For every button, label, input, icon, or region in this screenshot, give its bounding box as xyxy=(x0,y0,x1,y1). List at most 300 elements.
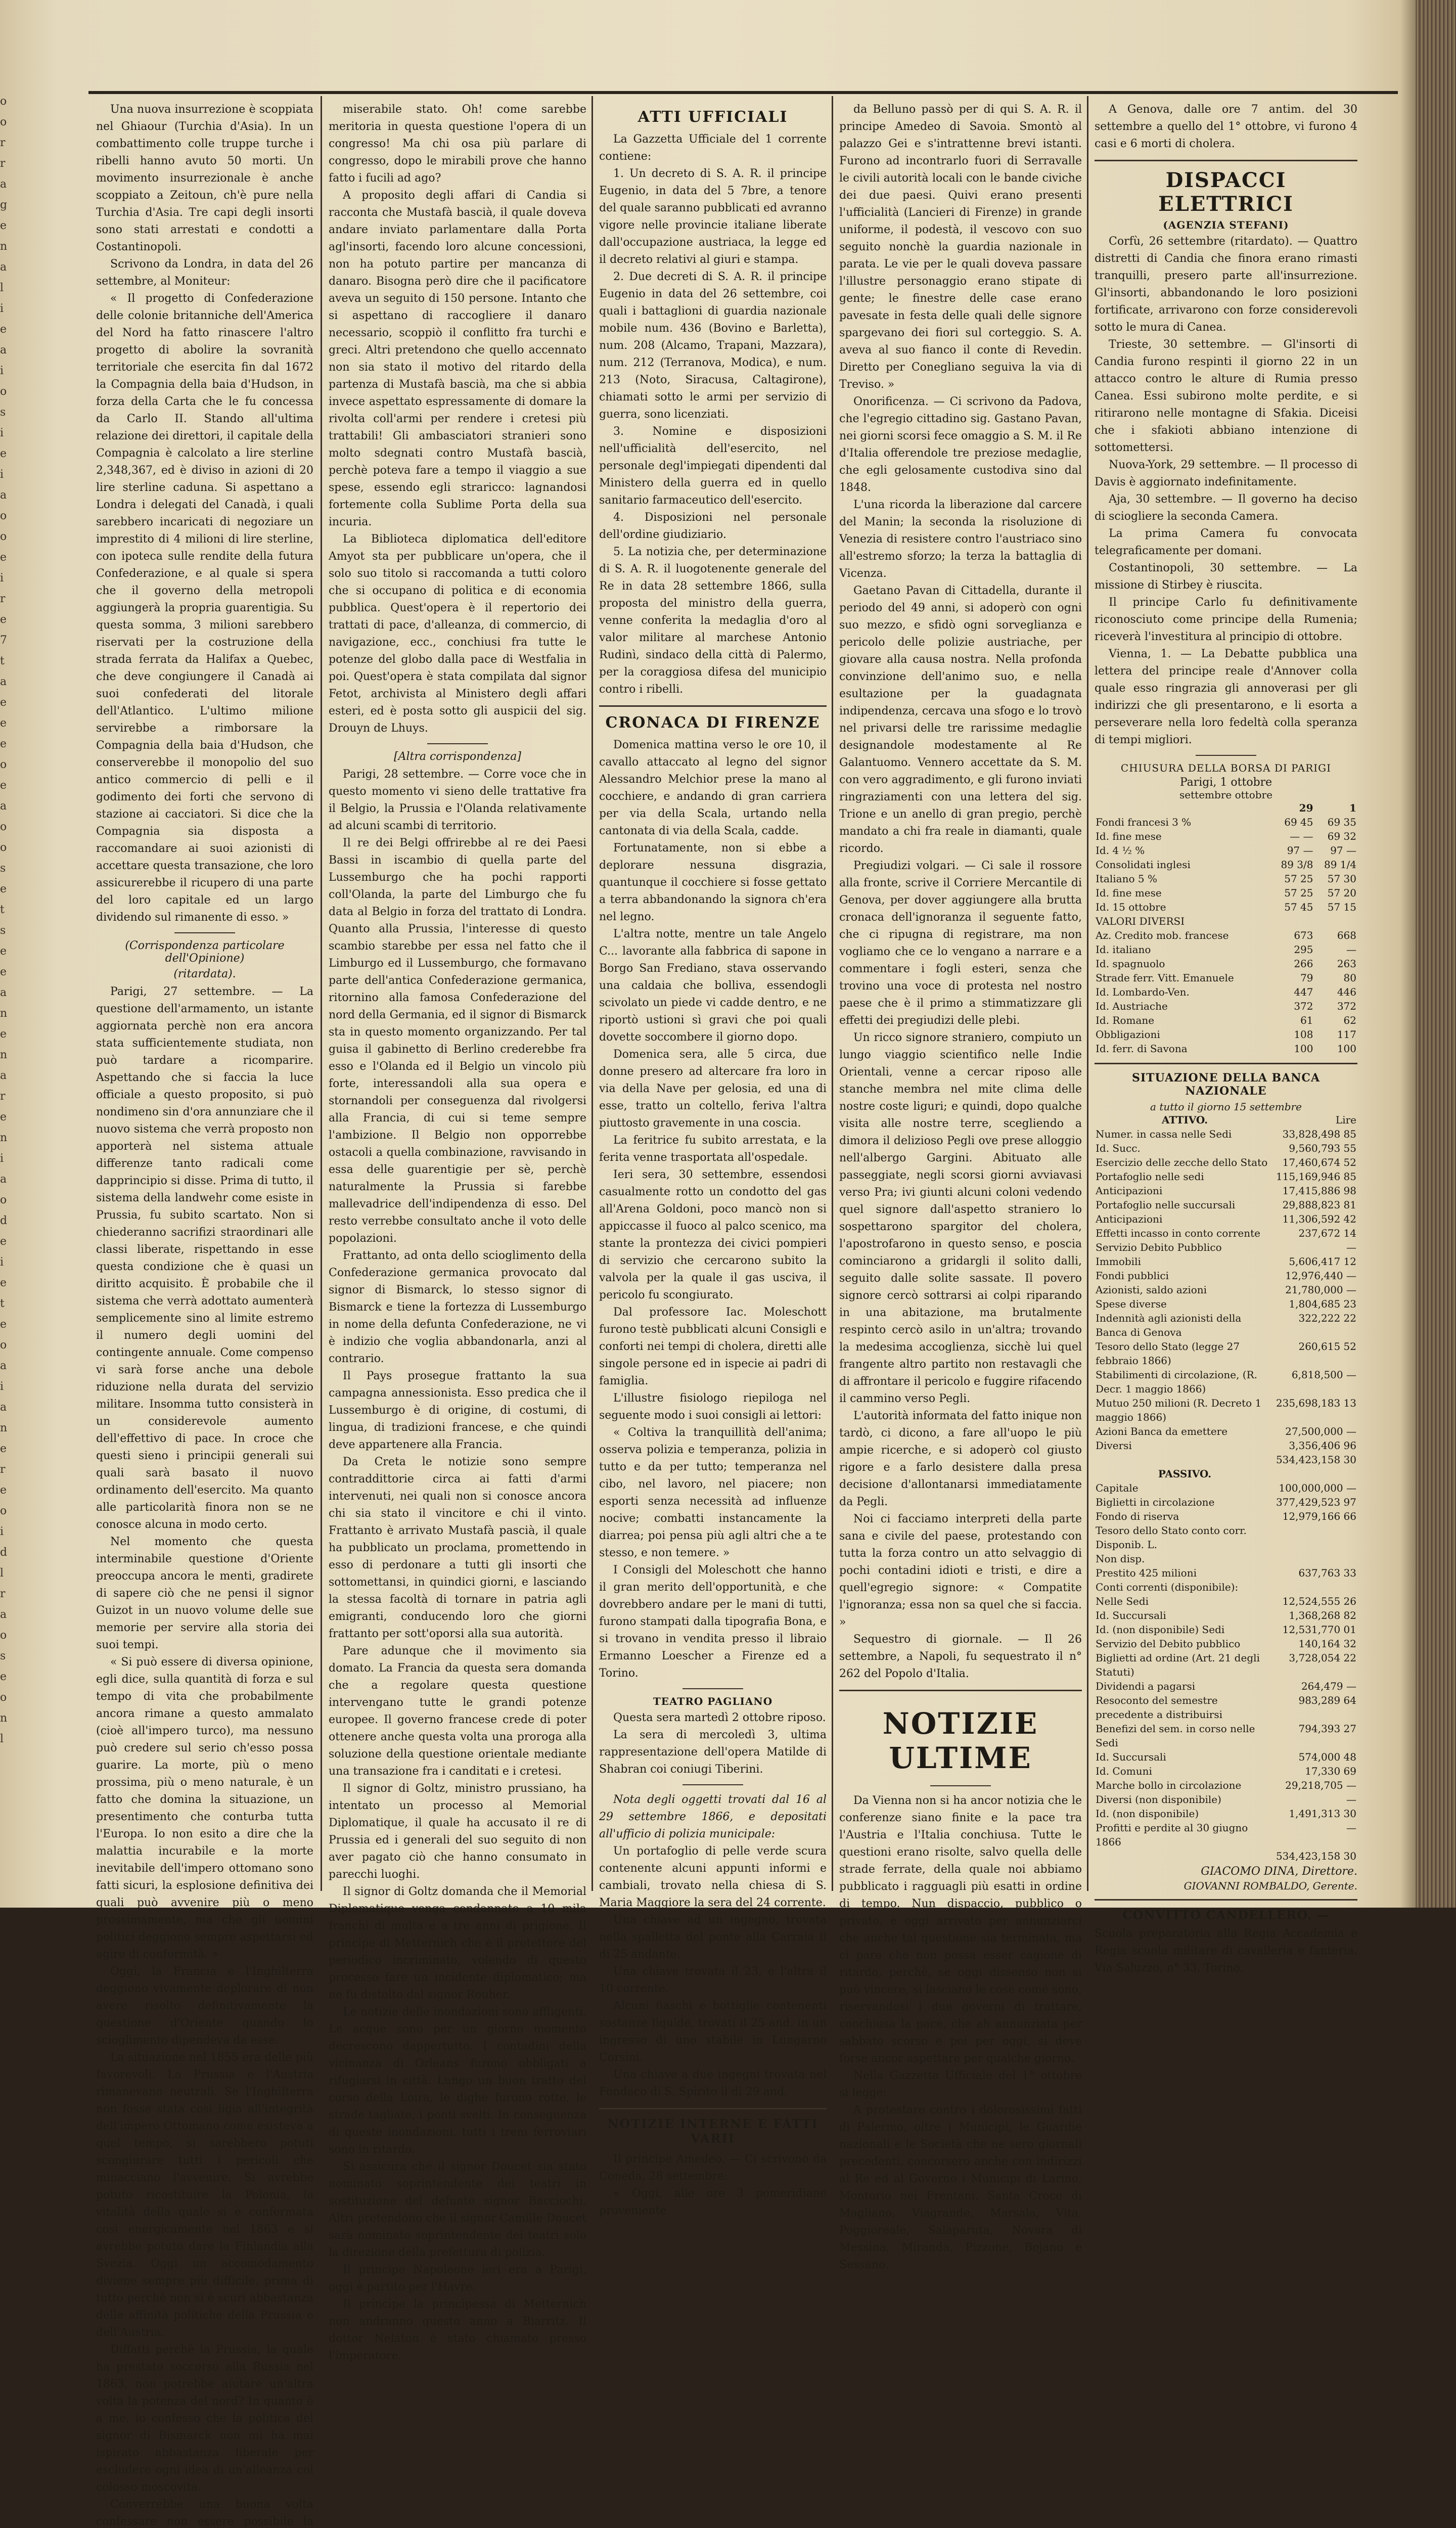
passivo-row xyxy=(1095,1693,1357,1722)
col1-paragraphs-2 xyxy=(96,983,313,2528)
borsa-cell-b: 100 xyxy=(1337,1043,1356,1055)
paragraph: L'autorità informata del fatto inique non tardò, ci dicono, a fare all'uopo le più ampie ricerche, e si adoperò col giusto rigore e a farlo desistere dalla presa decisione d'allontanarsi immediatamente da Pegli. xyxy=(839,1410,1082,1508)
paragraph: Nuova-York, 29 settembre. — Il processo di Davis è aggiornato indefinitamente. xyxy=(1095,459,1357,488)
borsa-cell-b: 372 xyxy=(1337,1000,1356,1012)
margin-letter: a xyxy=(0,1401,7,1414)
column-1 xyxy=(96,101,313,2528)
borsa-cell-a: 79 xyxy=(1300,972,1313,984)
notizie-paragraphs xyxy=(599,2151,827,2220)
borsa-cell-label: Id. italiano xyxy=(1096,943,1151,956)
passivo-label: Disponib. L. xyxy=(1096,1539,1157,1551)
paragraph: Pare adunque che il movimento sia domato. La Francia da questa sera domanda che a regolare questa questione intervengano tutte le grandi potenze europee. Il governo francese crede di poter ottenere anche questa volta una proroga alla soluzione della questione orientale mediante una transazione fra i canditati e i cretesi. xyxy=(329,1645,586,1778)
margin-letter: n xyxy=(0,1712,8,1725)
borsa-cell-label: Id. 4 ½ % xyxy=(1096,844,1145,856)
cronaca-heading: CRONACA DI FIRENZE xyxy=(605,714,821,732)
margin-letter: e xyxy=(0,779,7,792)
passivo-label xyxy=(1095,1849,1275,1863)
margin-letter: t xyxy=(0,1297,5,1310)
borsa-cell-label: Id. Lombardo-Ven. xyxy=(1096,986,1190,998)
borsa-cell-b: 97 — xyxy=(1330,844,1356,856)
passivo-label: Id. (non disponibile) Sedi xyxy=(1096,1623,1225,1636)
margin-letter: l xyxy=(0,1733,4,1745)
paragraph: L'una ricorda la liberazione dal carcere del Manin; la seconda la risoluzione di Venezia di resistere contro l'austriaco sino all'estremo sforzo; la terza la battaglia di Vicenza. xyxy=(839,499,1082,580)
attivo-value: 12,976,440 — xyxy=(1285,1270,1356,1282)
borsa-row xyxy=(1095,843,1357,857)
borsa-cell-a: 108 xyxy=(1294,1028,1313,1041)
paragraph: Pregiudizi volgari. — Ci sale il rossore alla fronte, scrive il Corriere Mercantile di Genova, per dover aggiungere alla brutta cronaca dell'ignoranza il seguente fatto, che ci ripugna di registrare, ma non vogliamo che ce lo vengano a narrare e a commentare i fogli esteri, senza che trovino una voce di protesta nel nostro paese che è il primo a stimmatizzare gli effetti dei pregiudizi delle plebi. xyxy=(839,860,1082,1027)
atti-ufficiali-heading: ATTI UFFICIALI xyxy=(638,108,788,126)
borsa-cell-a: 673 xyxy=(1294,929,1313,941)
passivo-value: 12,979,166 66 xyxy=(1282,1510,1356,1522)
margin-letter: e xyxy=(0,1318,7,1331)
paragraph: Converrebbe una buona volta confessare non essere possibile la xyxy=(96,2498,313,2528)
attivo-row xyxy=(1095,1155,1357,1169)
margin-letter: a xyxy=(0,1173,7,1186)
passivo-row xyxy=(1095,1679,1357,1693)
attivo-value: 115,169,946 85 xyxy=(1276,1170,1356,1183)
attivo-label: Spese diverse xyxy=(1096,1298,1167,1310)
margin-letter: e xyxy=(0,696,7,709)
margin-letter: a xyxy=(0,1608,7,1621)
margin-letter: i xyxy=(0,365,4,377)
paragraph: Nella Gazzetta Ufficiale del 1° ottobre si legge: xyxy=(839,2069,1082,2099)
borsa-col-head: 29 xyxy=(1299,802,1313,814)
paragraph: Costantinopoli, 30 settembre. — La missione di Stirbey è riuscita. xyxy=(1095,562,1357,592)
passivo-row xyxy=(1095,1622,1357,1637)
borsa-cell-label: Id. ferr. di Savona xyxy=(1096,1043,1188,1055)
attivo-label: Servizio Debito Pubblico xyxy=(1096,1241,1222,1253)
column-4 xyxy=(839,101,1082,2271)
passivo-value xyxy=(1275,1552,1357,1566)
passivo-label: Id. Succursali xyxy=(1096,1751,1166,1763)
paragraph: Il principe Amedeo. — Ci scrivono da Coneda, 28 settembre: xyxy=(599,2153,827,2183)
passivo-label: Fondo di riserva xyxy=(1096,1510,1179,1522)
borsa-cell-a: 57 25 xyxy=(1284,887,1313,899)
borsa-row xyxy=(1095,942,1357,957)
paragraph: Noi ci facciamo interpreti della parte sana e civile del paese, protestando con tutta la forza contro un atto selvaggio di pochi contadini idioti e tristi, e dire a quell'egregio signore: « Compatite l'ignoranza; essa non sa quel che si faccia. » xyxy=(839,1513,1082,1629)
margin-letter: e xyxy=(0,738,7,750)
attivo-row xyxy=(1095,1226,1357,1240)
borsa-cell-b: 263 xyxy=(1337,958,1356,970)
borsa-cell-a: 295 xyxy=(1294,943,1313,956)
borsa-row xyxy=(1095,1027,1357,1042)
paragraph: L'illustre fisiologo riepiloga nel seguente modo i suoi consigli ai lettori: xyxy=(599,1392,827,1422)
passivo-row xyxy=(1095,1481,1357,1495)
margin-letter: t xyxy=(0,904,5,916)
paragraph: Una chiave ad un ingegno, trovata nella spalletta del ponte alla Carraia il di 25 andante. xyxy=(599,1914,827,1961)
margin-letter: i xyxy=(0,1525,4,1538)
passivo-value: 794,393 27 xyxy=(1298,1723,1356,1735)
passivo-label: Marche bollo in circolazione xyxy=(1096,1779,1242,1791)
top-rule xyxy=(88,91,1398,94)
margin-letter: e xyxy=(0,966,7,978)
attivo-row xyxy=(1095,1424,1357,1438)
passivo-value: 29,218,705 — xyxy=(1285,1779,1356,1791)
passivo-row xyxy=(1095,1849,1357,1863)
paragraph: L'altra notte, mentre un tale Angelo C... lavorante alla fabbrica di sapone in Borgo San Frediano, stava osservando una caldaia che bolliva, essendogli scivolato un piede vi cadde dentro, e ne riportò ustioni sì gravi che poi quali dovette soccombere il giorno dopo. xyxy=(599,928,827,1044)
passivo-label: Biglietti in circolazione xyxy=(1096,1496,1215,1508)
paragraph: « Coltiva la tranquillità dell'anima; osserva polizia e temperanza, polizia in tutto e da per tutto; temperanza nel cibo, nel lavoro, nel piacere; non esporti senza necessità ad influenze nocive; combatti instancamente la diarrea; poi pensa più agli altri che a te stesso, e non temere. » xyxy=(599,1426,827,1559)
attivo-value: 33,828,498 85 xyxy=(1282,1128,1356,1140)
margin-letter: n xyxy=(0,240,8,253)
borsa-cell-b: 57 30 xyxy=(1327,873,1356,885)
borsa-cell-b: 117 xyxy=(1337,1028,1356,1041)
banca-subheading: a tutto il giorno 15 settembre xyxy=(1150,1101,1302,1113)
paragraph: Parigi, 28 settembre. — Corre voce che in questo momento vi sieno delle trattative fra il Belgio, la Prussia e l'Olanda relativamente ad alcuni scambi di territorio. xyxy=(329,768,586,832)
borsa-cell-a xyxy=(1271,914,1314,928)
borsa-cell-label: Id. Austriache xyxy=(1096,1000,1168,1012)
paragraph: Una chiave a due ingegni trovata nel Fondaco di S. Spirito il di 29 and. xyxy=(599,2068,827,2098)
borsa-cell-a: 100 xyxy=(1294,1043,1313,1055)
borsa-cell-b xyxy=(1314,914,1357,928)
attivo-row xyxy=(1095,1396,1357,1424)
convitto-heading: CONVITTO CANDELLERO. — xyxy=(1122,1908,1330,1922)
attivo-label: ATTIVO. xyxy=(1161,1114,1208,1126)
paragraph: Una nuova insurrezione è scoppiata nel Ghiaour (Turchia d'Asia). In un combattimento colle truppe turche i ribelli hanno avuto 50 morti. Un movimento insurrezionale è anche scoppiato a Zeitoun, ch'è pure nella Turchia d'Asia. Tre capi degli insorti sono stati arrestati e condotti a Costantinopoli. xyxy=(96,103,313,253)
borsa-cell-a: 89 3/8 xyxy=(1281,859,1313,871)
passivo-value: 983,289 64 xyxy=(1298,1694,1356,1706)
borsa-heading: CHIUSURA DELLA BORSA DI PARIGI xyxy=(1120,762,1332,774)
passivo-value: 100,000,000 — xyxy=(1279,1482,1356,1494)
attivo-row xyxy=(1095,1283,1357,1297)
margin-letter: a xyxy=(0,178,7,191)
borsa-cell-label: Id. 15 ottobre xyxy=(1096,901,1166,913)
paragraph: miserabile stato. Oh! come sarebbe meritoria in questa questione l'opera di un congresso! Ma chi osa più parlare di congresso, dopo le mirabili prove che hanno fatto i fucili ad ago? xyxy=(329,103,586,185)
divider xyxy=(599,2108,827,2109)
borsa-row xyxy=(1095,1042,1357,1056)
attivo-value: 260,615 52 xyxy=(1298,1340,1356,1352)
passivo-row xyxy=(1095,1552,1357,1566)
attivo-label: Azioni Banca da emettere xyxy=(1096,1425,1228,1437)
passivo-value: 12,531,770 01 xyxy=(1282,1623,1356,1636)
borsa-cell-b: 446 xyxy=(1337,986,1356,998)
margin-letter: e xyxy=(0,219,7,232)
margin-letter: r xyxy=(0,1090,6,1103)
attivo-row xyxy=(1095,1198,1357,1212)
margin-letter: a xyxy=(0,261,7,274)
borsa-cell-label: Id. fine mese xyxy=(1096,887,1162,899)
paragraph: Gaetano Pavan di Cittadella, durante il periodo del 49 anni, si adoperò con ogni suo mezzo, e sfidò ogni sorveglianza e pericolo delle polizie austriache, per giovare alla causa nostra. Nella profonda convinzione dell'animo suo, e nella esultazione per la guadagnata indipendenza, cercava una sfogo e lo trovò nel privarsi delle tre rarissime medaglie designandole modestamente al Re Galantuomo. Vennero accettate da S. M. con vero aggradimento, e gli furono inviati ringraziamenti con una lettera del sig. Trione e un anello di gran pregio, perchè mandato a chi fra reale in diamanti, quale ricordo. xyxy=(839,584,1082,855)
borsa-header-row xyxy=(1095,801,1357,815)
margin-letter: i xyxy=(0,1380,4,1393)
paragraph: Questa sera martedì 2 ottobre riposo. xyxy=(613,1711,826,1724)
col2-paragraphs xyxy=(329,101,586,737)
margin-letter: o xyxy=(0,841,7,854)
margin-letter: o xyxy=(0,95,7,108)
attivo-value: 17,415,886 98 xyxy=(1282,1185,1356,1197)
attivo-value: 27,500,000 — xyxy=(1285,1425,1356,1437)
paragraph: Il principe Carlo fu definitivamente riconosciuto come principe della Rumenia; riceverà l'investitura al principio di ottobre. xyxy=(1095,596,1357,643)
borsa-cell-b: 62 xyxy=(1343,1014,1356,1026)
borsa-cell-label: VALORI DIVERSI xyxy=(1096,915,1185,927)
col1-paragraphs xyxy=(96,101,313,926)
passivo-value: — xyxy=(1346,1793,1356,1805)
column-rule xyxy=(832,96,833,1891)
passivo-value: 637,763 33 xyxy=(1298,1567,1356,1579)
borsa-row xyxy=(1095,829,1357,843)
borsa-cell-label: Id. spagnuolo xyxy=(1096,958,1165,970)
borsa-row xyxy=(1095,900,1357,914)
passivo-row xyxy=(1095,1821,1357,1849)
borsa-cell-label: Fondi francesi 3 % xyxy=(1096,816,1192,828)
margin-letter: o xyxy=(0,530,7,543)
passivo-row xyxy=(1095,1523,1357,1538)
borsa-cell-a: 372 xyxy=(1294,1000,1313,1012)
margin-letter: r xyxy=(0,1463,6,1476)
margin-letter: e xyxy=(0,1028,7,1041)
passivo-label: PASSIVO. xyxy=(1158,1468,1212,1480)
attivo-label: Effetti incasso in conto corrente xyxy=(1096,1227,1260,1239)
margin-letter: l xyxy=(0,1567,4,1579)
borsa-cell-a: 447 xyxy=(1294,986,1313,998)
borsa-cell-label: Id. Romane xyxy=(1096,1014,1155,1026)
paragraph: Fortunatamente, non si ebbe a deplorare nessuna disgrazia, quantunque il cocchiere si fosse gettato a terra abbandonando la signora ch'era nel legno. xyxy=(599,842,827,923)
attivo-row xyxy=(1095,1453,1357,1467)
passivo-row xyxy=(1095,1750,1357,1764)
passivo-label: Biglietti ad ordine (Art. 21 degli Statuti) xyxy=(1096,1652,1260,1678)
borsa-cell-b: 57 20 xyxy=(1327,887,1356,899)
attivo-label: Mutuo 250 milioni (R. Decreto 1 maggio 1866) xyxy=(1096,1397,1262,1423)
attivo-row xyxy=(1095,1311,1357,1339)
attivo-value: 5,606,417 12 xyxy=(1289,1255,1356,1268)
corr2-title: [Altra corrispondenza] xyxy=(394,750,521,763)
paragraph: Un portafoglio di pelle verde scura contenente alcuni appunti informi e cambiali, trovato nella chiesa di S. Maria Maggiore la sera del 24 corrente. xyxy=(599,1845,827,1909)
attivo-value: 235,698,183 13 xyxy=(1276,1397,1356,1409)
column-rule xyxy=(1087,96,1088,1891)
col4-paragraphs xyxy=(839,101,1082,1683)
paragraph: Il Pays prosegue frattanto la sua campagna annessionista. Esso predica che il Lussemburgo è di origine, di costumi, di lingua, di tradizioni francese, e che quindi deve appartenere alla Francia. xyxy=(329,1370,586,1451)
passivo-row xyxy=(1095,1608,1357,1622)
attivo-value: 29,888,823 81 xyxy=(1282,1199,1356,1211)
paragraph: Le notizie delle inondazioni sono affligenti. Le acque sono per un giorno momento decrescono dappertutto. I contadini della vicinanza di Orleans furono obbligati a rifugiarsi in città. Lungo un buon tratto del corso della Loira, le dighe furono rotte, le strade tagliate, i ponti svelti. In conseguenza di queste inondazioni, tutti i treni ferroviari sono in ritardo. xyxy=(329,2006,586,2156)
borsa-months: settembre ottobre xyxy=(1179,789,1272,801)
paragraph: Sequestro di giornale. — Il 26 settembre, a Napoli, fu sequestrato il n° 262 del Popolo d'Italia. xyxy=(839,1633,1082,1680)
passivo-value: 377,429,523 97 xyxy=(1276,1496,1356,1508)
margin-letter: e xyxy=(0,1235,7,1248)
borsa-cell-label: Az. Credito mob. francese xyxy=(1096,929,1229,941)
paragraph: Scrivono da Londra, in data del 26 settembre, al Moniteur: xyxy=(96,258,313,288)
attivo-value: 6,818,500 — xyxy=(1291,1369,1356,1381)
margin-letter: d xyxy=(0,1546,8,1559)
dispacci-paragraphs xyxy=(1095,233,1357,749)
passivo-row xyxy=(1095,1580,1357,1594)
borsa-cell-a: 266 xyxy=(1294,958,1313,970)
attivo-label: Fondi pubblici xyxy=(1096,1270,1169,1282)
attivo-label: Id. Succ. xyxy=(1096,1142,1141,1154)
margin-letter: i xyxy=(0,427,4,439)
teatro-paragraphs xyxy=(599,1709,827,1778)
separator xyxy=(682,1784,743,1785)
borsa-cell-a: 57 25 xyxy=(1284,873,1313,885)
margin-letter: o xyxy=(0,821,7,833)
paragraph: Dal professore Iac. Moleschott furono testè pubblicati alcuni Consigli e conforti nei tempi di cholera, diretti alle singole persone ed in ispecie ai padri di famiglia. xyxy=(599,1306,827,1387)
margin-letter: o xyxy=(0,1629,7,1642)
passivo-label: Diversi (non disponibile) xyxy=(1096,1793,1221,1805)
genova-cholera-note: A Genova, dalle ore 7 antim. del 30 settembre a quello del 1° ottobre, vi furono 4 casi e 6 morti di cholera. xyxy=(1095,103,1357,150)
passivo-value: 574,000 48 xyxy=(1298,1751,1356,1763)
margin-letter: e xyxy=(0,717,7,730)
paragraph: Il principe la principessa di Metternich non andranno questo anno a Biarritz. Il dottor Nelaton è stato chiamato presso l'imperatore. xyxy=(329,2298,586,2362)
borsa-cell-label: Id. fine mese xyxy=(1096,830,1162,842)
attivo-row xyxy=(1095,1127,1357,1141)
paragraph: 5. La notizia che, per determinazione di S. A. R. il luogotenente generale del Re in data 28 settembre 1866, sulla proposta del ministro della guerra, venne conferita la medaglia d'oro al valor militare al marchese Antonio Rudinì, sindaco della città di Palermo, per la coraggiosa difesa del municipio contro i ribelli. xyxy=(599,546,827,696)
paragraph: Si assicura che il signor Doucet sia stato nominato soprintendente dei teatri in sostituzione del defunto signor Bacciochi. Altri pretendono che il signor Camille Doucet sarà nominato soprintendente dei teatri solo la direzione della prefettura di polizia. xyxy=(329,2160,586,2259)
borsa-cell-b: 69 32 xyxy=(1327,830,1356,842)
margin-letter: l xyxy=(0,282,4,294)
attivo-value: 21,780,000 — xyxy=(1285,1284,1356,1296)
attivo-header-row xyxy=(1095,1113,1357,1127)
book-binding xyxy=(1416,0,1456,1908)
margin-letter: n xyxy=(0,1007,8,1020)
paragraph: La Biblioteca diplomatica dell'editore Amyot sta per pubblicare un'opera, che il solo suo titolo si raccomanda a tutti coloro che si occupano di politica e di economia pubblica. Quest'opera è il repertorio dei trattati di pace, d'alleanza, di commercio, di navigazione, ecc., conchiusi fra tutte le potenze del globo dalla pace di Westfalia in poi. Quest'opera è stata compilata dal signor Fetot, archivista al Ministero degli affari esteri, ed è posta sotto gli auspicii del sig. Drouyn de Lhuys. xyxy=(329,533,586,735)
attivo-row xyxy=(1095,1339,1357,1368)
attivo-value: 1,804,685 23 xyxy=(1289,1298,1356,1310)
margin-letter: o xyxy=(0,1691,7,1704)
margin-letter: a xyxy=(0,675,7,688)
separator xyxy=(174,932,235,933)
margin-letter: e xyxy=(0,883,7,895)
margin-letter: t xyxy=(0,655,5,667)
paragraph: La sera di mercoledì 3, ultima rappresentazione dell'opera Matilde di Shabran coi coniugi Tiberini. xyxy=(599,1729,827,1776)
margin-letter: e xyxy=(0,945,7,958)
margin-letter: o xyxy=(0,1339,7,1351)
passivo-value: 1,368,268 82 xyxy=(1289,1609,1356,1621)
borsa-cell-b: 89 1/4 xyxy=(1324,859,1356,871)
borsa-cell-b: 668 xyxy=(1337,929,1356,941)
attivo-label: Immobili xyxy=(1096,1255,1141,1268)
margin-letter: e xyxy=(0,1277,7,1289)
margin-letter: a xyxy=(0,489,7,502)
paragraph: Trieste, 30 settembre. — Gl'insorti di Candia furono respinti il giorno 22 in un attacco contro le alture di Rumia presso Canea. Essi subirono molte perdite, e si ritirarono nelle montagne di Sfakia. Diceisi che i sfakioti abbiano intenzione di sottomettersi. xyxy=(1095,338,1357,454)
passivo-value xyxy=(1275,1523,1357,1538)
divider xyxy=(1095,160,1357,161)
margin-letter: r xyxy=(0,593,6,605)
attivo-value: 9,560,793 55 xyxy=(1289,1142,1356,1154)
margin-letter: a xyxy=(0,800,7,812)
paragraph: Corfù, 26 settembre (ritardato). — Quattro distretti di Candia che finora erano rimasti tranquilli, presero parte all'insurrezione. Gl'insorti, abbandonando le loro posizioni fortificate, arrivarono con forze considerevoli sotto le mura di Canea. xyxy=(1095,235,1357,334)
column-5 xyxy=(1095,101,1357,1974)
paragraph: Aja, 30 settembre. — Il governo ha deciso di sciogliere la seconda Camera. xyxy=(1095,493,1357,523)
paragraph: « Si può essere di diversa opinione, egli dice, sulla quantità di forza e sul tempo di vita che probabilmente ancora rimane a questo ammalato (cioè all'impero turco), ma nessuno può credere sul serio ch'esso possa guarire. La morte, più o meno prossima, più o meno naturale, è un fatto che domina la situazione, un presentimento che conturba tutta l'Europa. Io non esito a dire che la malattia incurabile e la morte inevitabile dell'impero ottomano sono fatti sicuri, la esplosione definitiva dei quali può avvenire più o meno prossimamente, ma che gli uomini politici deggiono sempre aspettarsi ed agire di conformità. » xyxy=(96,1656,313,1961)
passivo-label: Benefizi del sem. in corso nelle Sedi xyxy=(1096,1723,1255,1749)
passivo-value: 264,479 — xyxy=(1301,1680,1356,1692)
paragraph: Parigi, 27 settembre. — La questione dell'armamento, un istante aggiornata perchè non era ancora stata sufficientemente studiata, non può tardare a ricomparire. Aspettando che si faccia la luce officiale a questo proposito, si può nondimeno sin d'ora annunziare che il nuovo sistema che verrà proposto non apporterà nel sistema attuale differenze tanto radicali come dapprincipio si disse. Prima di tutto, il sistema della landwehr come esiste in Prussia, fu subito scartato. Non si chiederanno sacrifizi straordinari alle classi liberate, rispettando in esse questa condizione che è quasi un diritto acquisito. È probabile che il sistema che verrà adottato aumenterà semplicemente sino al limite estremo il numero degli uomini del contingente annuale. Come compenso vi sarà forse anche una debole riduzione nella durata del servizio militare. Insomma tutto consisterà in un considerevole aumento dell'effettivo di pace. In croce che questi sieno i principii generali sui quali sarà basato il nuovo ordinamento dell'esercito. Ma quanto alle particolarità finora non se ne conosce alcuna in modo certo. xyxy=(96,985,313,1531)
margin-letter: e xyxy=(0,1442,7,1455)
attivo-value: — xyxy=(1346,1241,1356,1253)
paragraph: Da Vienna non si ha ancor notizia che le conferenze siano finite e la pace tra l'Austria e l'Italia conchiusa. Tutte le questioni erano risolte, salvo quella delle strade ferrate, della quale noi abbiamo pubblicato i ragguagli più esatti in ordine di tempo. Nun dispaccio, pubblico o privato, è oggi arrivato per annunziarci che anche tal questione sia terminata, ma ci pare che non possa esser cagione di ritardo, perchè, se oggi dissenso non si può vincere, si lasciano le cose come sono, riservandosi i due governi di trattare, conchiusa la pace, che ah annunziata per sabbato scorso e poi per oggi, si deve forse ancor aspettare per qualche giorno. xyxy=(839,1794,1082,2065)
corr-subtitle: (ritardata). xyxy=(173,968,236,980)
passivo-label: Id. Succursali xyxy=(1096,1609,1166,1621)
passivo-label: Non disp. xyxy=(1096,1553,1145,1565)
margin-letter: r xyxy=(0,157,6,170)
passivo-header-row xyxy=(1095,1467,1357,1481)
paragraph: Nel momento che questa interminabile questione d'Oriente preoccupa ancora le menti, gradirete di sapere ciò che ne pensi il signor Guizot in un nuovo volume delle sue memorie per servire alla storia dei suoi tempi. xyxy=(96,1536,313,1651)
margin-letter: n xyxy=(0,1132,8,1144)
dispacci-subheading: (AGENZIA STEFANI) xyxy=(1163,219,1289,231)
margin-letter: o xyxy=(0,1194,7,1206)
separator xyxy=(930,1785,991,1786)
attivo-value: 237,672 14 xyxy=(1298,1227,1356,1239)
passivo-label: Id. Comuni xyxy=(1096,1765,1152,1777)
margin-letter: o xyxy=(0,510,7,522)
margin-letter: r xyxy=(0,1588,6,1600)
paragraph: Frattanto, ad onta dello scioglimento della Confederazione germanica provocato dal signor di Bismarck, lo stesso signor di Bismarck e tiene la fortezza di Lussemburgo in nome della defunta Confederazione, ne vi è indizio che voglia abbandonarla, anzi al contrario. xyxy=(329,1249,586,1365)
paragraph: Domenica mattina verso le ore 10, il cavallo attaccato al legno del signor Alessandro Melchior prese la mano al cocchiere, e andando di gran carriera per via della Scala, urtando nella cantonata di via della Scala, cadde. xyxy=(599,739,827,837)
paragraph: « Oggi, alle ore 3 pomeridiane proveniente xyxy=(599,2187,827,2217)
paragraph: Diffatti perchè la Prussia, la quale ha prestato soccorso alla Russia nel 1863, non potrebbe aiutare un'altra volta la potenza del nord? In quanto è a me, io confesso che la politica del signor di Bismarck non mi ha mai ispirato abbastanza liberale per escludere ogni idea di un'alleanza col colosso moscovita. xyxy=(96,2343,313,2494)
attivo-label: Indennità agli azionisti della Banca di Genova xyxy=(1096,1312,1242,1338)
margin-letter: i xyxy=(0,468,4,481)
margin-letter: a xyxy=(0,1360,7,1372)
borsa-cell-a: 61 xyxy=(1300,1014,1313,1026)
paragraph: A protestare contro i dolorosissimi fatti di Palermo, oltre i Municipi, le Guardie nazionali e le Società che ne sero giornali precedenti, concorsero anche con indirizzi al Re ed al Governo i Municipi di Larino, Montorio nei Frentani, Santa Croce di Magliano, Viagrande, Marsala, Vita, Poggioreale, Salaparuta, Novara di Messina, Miranda, Pizzone, Bojano e Sessano. xyxy=(839,2104,1082,2271)
oggetti-paragraphs xyxy=(599,1843,827,2101)
divider xyxy=(1095,1899,1357,1901)
paragraph: I Consigli del Moleschott che hanno il gran merito dell'opportunità, e che dovrebbero andare per le mani di tutti, furono stampati dalla tipografia Bona, e si trovano in vendita presso il libraio Ermanno Loescher a Firenze ed a Torino. xyxy=(599,1564,827,1680)
paragraph: « Il progetto di Confederazione delle colonie britanniche dell'America del Nord ha fatto rinascere l'altro progetto di abolire la sovranità territoriale che esercita fin dal 1672 la Compagnia della baia d'Hudson, in forza della Carta che le fu concessa da Carlo II. Stando all'ultima relazione dei direttori, il capitale della Compagnia è calcolato a lire sterline 2,348,367, ed è diviso in azioni di 20 lire sterline caduna. Si aspettano a Londra i delegati del Canadà, i quali sarebbero incaricati di negoziare un imprestito di 4 milioni di lire sterline, con ipoteca sulle rendite della futura Confederazione, e al quale si spera che il governo della metropoli aggiungerà la propria guarentigia. Su questa somma, 3 milioni sarebbero riservati per la costruzione della strada ferrata da Halifax a Quebec, che deve congiungere il Canadà ai suoi confederati del litorale dell'Atlantico. L'ultimo milione servirebbe a rimborsare la Compagnia della baia d'Hudson, che conserverebbe il monopolio del suo antico commercio di pelli e il godimento dei forti che servono di stazione ai cacciatori. Si dice che la Compagnia sia disposta a raccomandare ai suoi azionisti di accettare questa transazione, che loro assicurerebbe il ricupero di una parte del loro capitale ed un largo dividendo sul rimanente di esso. » xyxy=(96,292,313,924)
dispacci-heading: DISPACCI ELETTRICI xyxy=(1158,168,1294,216)
margin-letter: s xyxy=(0,1650,6,1662)
borsa-cell-label: Italiano 5 % xyxy=(1096,873,1157,885)
paragraph: Domenica sera, alle 5 circa, due donne presero ad altercare fra loro in via della Nave per gelosia, ed una di esse, tratto un coltello, feriva l'altra piuttosto gravemente in una coscia. xyxy=(599,1048,827,1130)
column-2 xyxy=(329,101,586,2362)
passivo-row xyxy=(1095,1722,1357,1750)
attivo-value: 534,423,158 30 xyxy=(1276,1454,1356,1466)
paragraph: La situazione nel 1855 era delle più favorevoli. La Prussia e l'Austria rimanevano neutrali. Se l'Inghilterra non fosse stata così ligia all'integrità dell'impero Ottomano come esisteva a quel tempo, si sarebbero potuti scongiurare tutti i pericoli che minacciano l'avvenire. Si avrebbe potuto ricostituire la Polonia, la vitalità della quale si è confermata così energicamente nel 1863 e si avrebbe potuto dare la Finlandia alla Svezia. Oggi un accomodamento diviene sempre più difficile, prima di tutto perchè non si è scuri abbastanza delle affinità politiche della Prussia e dell'Austria. xyxy=(96,2051,313,2339)
borsa-row xyxy=(1095,815,1357,829)
passivo-row xyxy=(1095,1495,1357,1509)
atti-paragraphs xyxy=(599,131,827,698)
separator xyxy=(427,743,488,744)
passivo-label: Profitti e perdite al 30 giugno 1866 xyxy=(1096,1822,1248,1848)
borsa-row xyxy=(1095,914,1357,928)
paragraph: Il re dei Belgi offrirebbe al re dei Paesi Bassi in iscambio di quella parte del Lussemburgo che ha pochi rapporti coll'Olanda, la parte del Limburgo che fu data al Belgio in forza del trattato di Londra. Quanto alla Prussia, l'interesse di questo scambio starebbe per essa nel fatto che il Limburgo ed il Lussemburgo, che formavano parte dell'antica Confederazione germanica, ritornino alla famosa Confederazione del nord della Germania, ed il signor di Bismarck sta in questo momento organizzando. Per tal guisa il gabinetto di Berlino crederebbe fra esso e l'Olanda ed il Belgio un vincolo più forte, interessandoli alla sua opera e stornandoli per conseguenza dal rivolgersi alla Francia, di cui si teme sempre l'ambizione. Il Belgio non opporrebbe ostacoli a quella combinazione, ravvisando in essa delle guarentigie per sè, perchè naturalmente la Prussia si farebbe mallevadrice dell'indipendenza di esso. Del resto verrebbe consultato anche il voto delle popolazioni. xyxy=(329,837,586,1245)
margin-letter: o xyxy=(0,1505,7,1517)
margin-letter: 7 xyxy=(0,634,7,647)
left-margin-fragment xyxy=(0,91,17,1861)
attivo-label: Portafoglio nelle sedi xyxy=(1096,1170,1204,1183)
attivo-row xyxy=(1095,1240,1357,1254)
attivo-label: Esercizio delle zecche dello Stato xyxy=(1096,1156,1268,1168)
divider xyxy=(839,1690,1082,1691)
margin-letter: s xyxy=(0,924,6,937)
paragraph: 3. Nomine e disposizioni nell'ufficialità dell'esercito, nel personale degl'impiegati dipendenti dal Ministero della guerra ed in quello sanitario farmaceutico dell'esercito. xyxy=(599,425,827,507)
paragraph: 4. Disposizioni nel personale dell'ordine giudiziario. xyxy=(599,511,827,541)
corr-title: (Corrispondenza particolare dell'Opinione) xyxy=(125,939,285,965)
paragraph: A proposito degli affari di Candia si racconta che Mustafà bascià, il quale doveva andare inviato parlamentare dalla Porta agl'insorti, facendo loro alcune concessioni, non ha potuto partire per mancanza di danaro. Bisogna però dire che il pacificatore aveva un seguito di 150 persone. Intanto che si aspettano di raccogliere il danaro necessario, scoppiò il conflitto fra turchi e greci. Altri pretendono che quello accennato non sia stato il motivo del ritardo della partenza di Mustafà bascià, ma che si abbia invece aspettato espressamente di domare la rivolta coll'armi per rendere i cretesi più trattabili! Gli ambasciatori stranieri sono molto sdegnati contro Mustafà bascià, perchè poteva fare a tempo il viaggio a sue spese, essendo egli straricco: lagnandosi fortemente colla Sublime Porta della sua incuria. xyxy=(329,189,586,528)
attivo-row xyxy=(1095,1141,1357,1155)
passivo-label: Conti correnti (disponibile): xyxy=(1096,1581,1239,1593)
passivo-label: Dividendi a pagarsi xyxy=(1096,1680,1196,1692)
borsa-col-head: 1 xyxy=(1349,802,1356,814)
margin-letter: r xyxy=(0,137,6,149)
paragraph: Il signor di Goltz, ministro prussiano, ha intentato un processo al Memorial Diplomatique, il quale ha accusato il re di Prussia ed i generali del suo seguito di non aver pagato ciò che hanno consumato in parecchi luoghi. xyxy=(329,1782,586,1881)
divider xyxy=(599,705,827,707)
borsa-cell-b: 57 15 xyxy=(1327,901,1356,913)
passivo-value: 12,524,555 26 xyxy=(1282,1595,1356,1607)
margin-letter: i xyxy=(0,1256,4,1269)
attivo-row xyxy=(1095,1184,1357,1198)
borsa-cell-b: — xyxy=(1346,943,1356,956)
signature-gerente: GIOVANNI ROMBALDO, Gerente. xyxy=(1184,1880,1357,1892)
passivo-label: Resoconto del semestre precedente a distribuirsi xyxy=(1096,1694,1223,1721)
borsa-row xyxy=(1095,872,1357,886)
passivo-row xyxy=(1095,1792,1357,1807)
teatro-heading: TEATRO PAGLIANO xyxy=(653,1695,773,1707)
passivo-value: 534,423,158 30 xyxy=(1276,1850,1356,1862)
margin-letter: o xyxy=(0,758,7,771)
borsa-cell-label: Obbligazioni xyxy=(1096,1028,1160,1041)
